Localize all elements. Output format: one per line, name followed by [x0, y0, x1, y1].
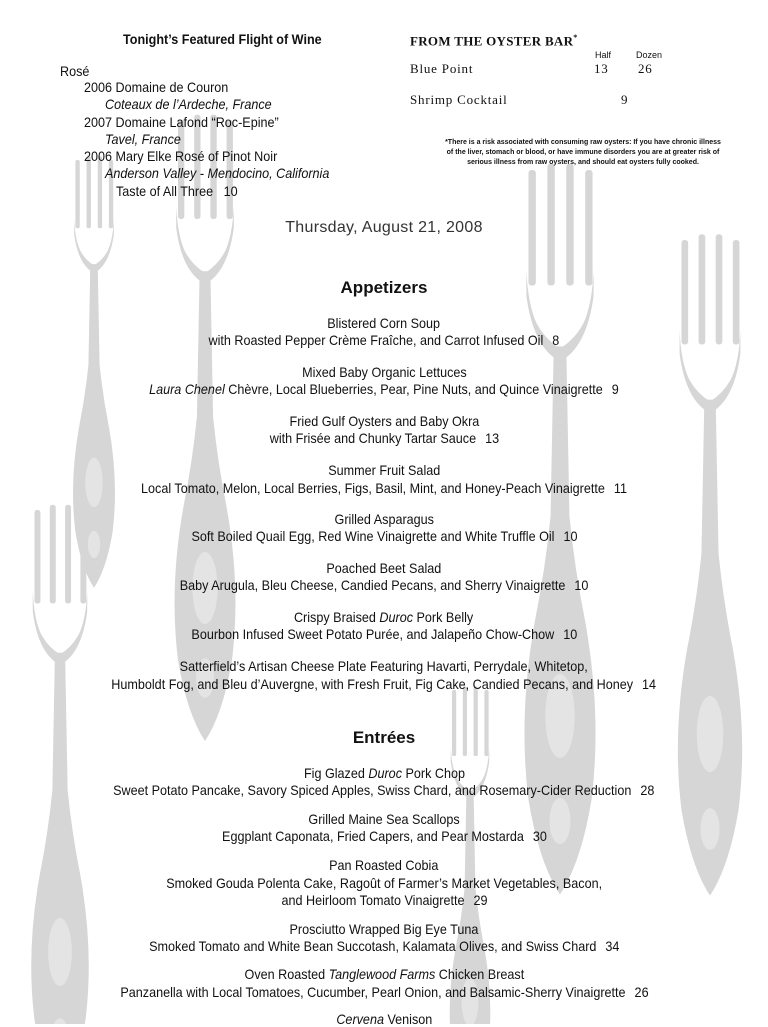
oyster-item-name: Shrimp Cocktail	[410, 92, 508, 107]
menu-item-desc: Baby Arugula, Bleu Cheese, Candied Pecans, and Sherry Vinaigrette 10	[179, 577, 589, 593]
menu-item-price: 26	[634, 984, 649, 1000]
menu-item-price: 14	[642, 676, 657, 692]
raw-oyster-warning: *There is a risk associated with consuming raw oysters: If you have chronic illness of the liver, stomach or blood, or have immune disorders you are at greater risk of serious illness from raw oysters, and should eat oysters fully cooked.	[445, 139, 721, 166]
menu-item-name: Cervena Venison	[336, 1011, 432, 1027]
entrees-heading: Entrées	[352, 728, 416, 747]
menu-item-desc: Humboldt Fog, and Bleu d’Auvergne, with Fresh Fruit, Fig Cake, Candied Pecans, and Honey 14	[111, 676, 657, 692]
menu-item-price: 9	[611, 381, 619, 397]
menu-item-desc: Laura Chenel Chèvre, Local Blueberries, Pear, Pine Nuts, and Quince Vinaigrette 9	[149, 381, 619, 397]
wine-category: Rosé	[60, 63, 90, 79]
menu-item-name: Crispy Braised Duroc Pork Belly	[294, 609, 474, 625]
menu-item-desc: Eggplant Caponata, Fried Capers, and Pear Mostarda 30	[221, 828, 547, 844]
menu-item-desc: Soft Boiled Quail Egg, Red Wine Vinaigrette and White Truffle Oil 10	[190, 528, 578, 544]
wine-name: 2006 Mary Elke Rosé of Pinot Noir	[84, 148, 278, 164]
oyster-half-price: 13	[594, 61, 609, 76]
oyster-item-name: Blue Point	[410, 61, 474, 76]
menu-item-name: Summer Fruit Salad	[327, 462, 441, 478]
oyster-bar-title: FROM THE OYSTER BAR*	[410, 33, 578, 49]
menu-item-name: Oven Roasted Tanglewood Farms Chicken Breast	[244, 966, 524, 982]
menu-item-desc: Local Tomato, Melon, Local Berries, Figs, Basil, Mint, and Honey-Peach Vinaigrette 11	[141, 480, 627, 496]
menu-item-desc: Bourbon Infused Sweet Potato Purée, and Jalapeño Chow-Chow 10	[191, 626, 577, 642]
menu-item-price: 10	[574, 577, 589, 593]
oyster-item-price: 9	[621, 92, 629, 107]
menu-item-name: Mixed Baby Organic Lettuces	[301, 364, 467, 380]
oyster-dozen-price: 26	[638, 61, 653, 76]
wine-name: 2006 Domaine de Couron	[84, 79, 229, 95]
menu-item-name: Fig Glazed Duroc Pork Chop	[303, 765, 465, 781]
half-column-header: Half	[595, 50, 612, 60]
menu-item-name: Poached Beet Salad	[326, 560, 442, 576]
dozen-column-header: Dozen	[636, 50, 663, 60]
menu-item-desc: and Heirloom Tomato Vinaigrette 29	[280, 892, 488, 908]
wine-region: Tavel, France	[105, 131, 181, 147]
wine-region: Coteaux de l’Ardeche, France	[105, 96, 272, 112]
menu-item-name: Satterfield’s Artisan Cheese Plate Featuring Havarti, Perrydale, Whitetop,	[179, 658, 589, 674]
menu-item-price: 8	[552, 332, 560, 348]
menu-item-name: Fried Gulf Oysters and Baby Okra	[289, 413, 479, 429]
wine-region: Anderson Valley - Mendocino, California	[105, 165, 330, 181]
menu-item-price: 11	[613, 480, 627, 496]
wine-taste-all: Taste of All Three 10	[116, 183, 238, 199]
menu-item-price: 30	[532, 828, 547, 844]
menu-item-desc: Smoked Tomato and White Bean Succotash, Kalamata Olives, and Swiss Chard 34	[148, 938, 620, 954]
menu-item-price: 29	[473, 892, 488, 908]
menu-item-name: Grilled Asparagus	[334, 511, 434, 527]
menu-item-desc: Panzanella with Local Tomatoes, Cucumber, Pearl Onion, and Balsamic-Sherry Vinaigrette 26	[119, 984, 649, 1000]
menu-item-name: Pan Roasted Cobia	[329, 857, 439, 873]
wine-flight-title: Tonight’s Featured Flight of Wine	[123, 31, 322, 47]
menu-item-price: 13	[484, 430, 499, 446]
menu-item-price: 10	[562, 626, 577, 642]
menu-item-name: Blistered Corn Soup	[327, 315, 441, 331]
menu-item-price: 10	[563, 528, 578, 544]
menu-item-price: 34	[605, 938, 620, 954]
menu-item-desc: Sweet Potato Pancake, Savory Spiced Apples, Swiss Chard, and Rosemary-Cider Reduction 28	[113, 782, 655, 798]
wine-name: 2007 Domaine Lafond “Roc-Epine”	[84, 114, 279, 130]
appetizers-heading: Appetizers	[340, 278, 428, 297]
menu-item-name: Prosciutto Wrapped Big Eye Tuna	[289, 921, 479, 937]
menu-item-name: Grilled Maine Sea Scallops	[308, 811, 460, 827]
menu-date: Thursday, August 21, 2008	[285, 219, 483, 236]
menu-item-desc: Smoked Gouda Polenta Cake, Ragoût of Farmer’s Market Vegetables, Bacon,	[166, 875, 602, 891]
menu-item-desc: with Frisée and Chunky Tartar Sauce 13	[269, 430, 499, 446]
menu-item-desc: with Roasted Pepper Crème Fraîche, and Carrot Infused Oil 8	[208, 332, 560, 348]
menu-item-price: 28	[640, 782, 655, 798]
